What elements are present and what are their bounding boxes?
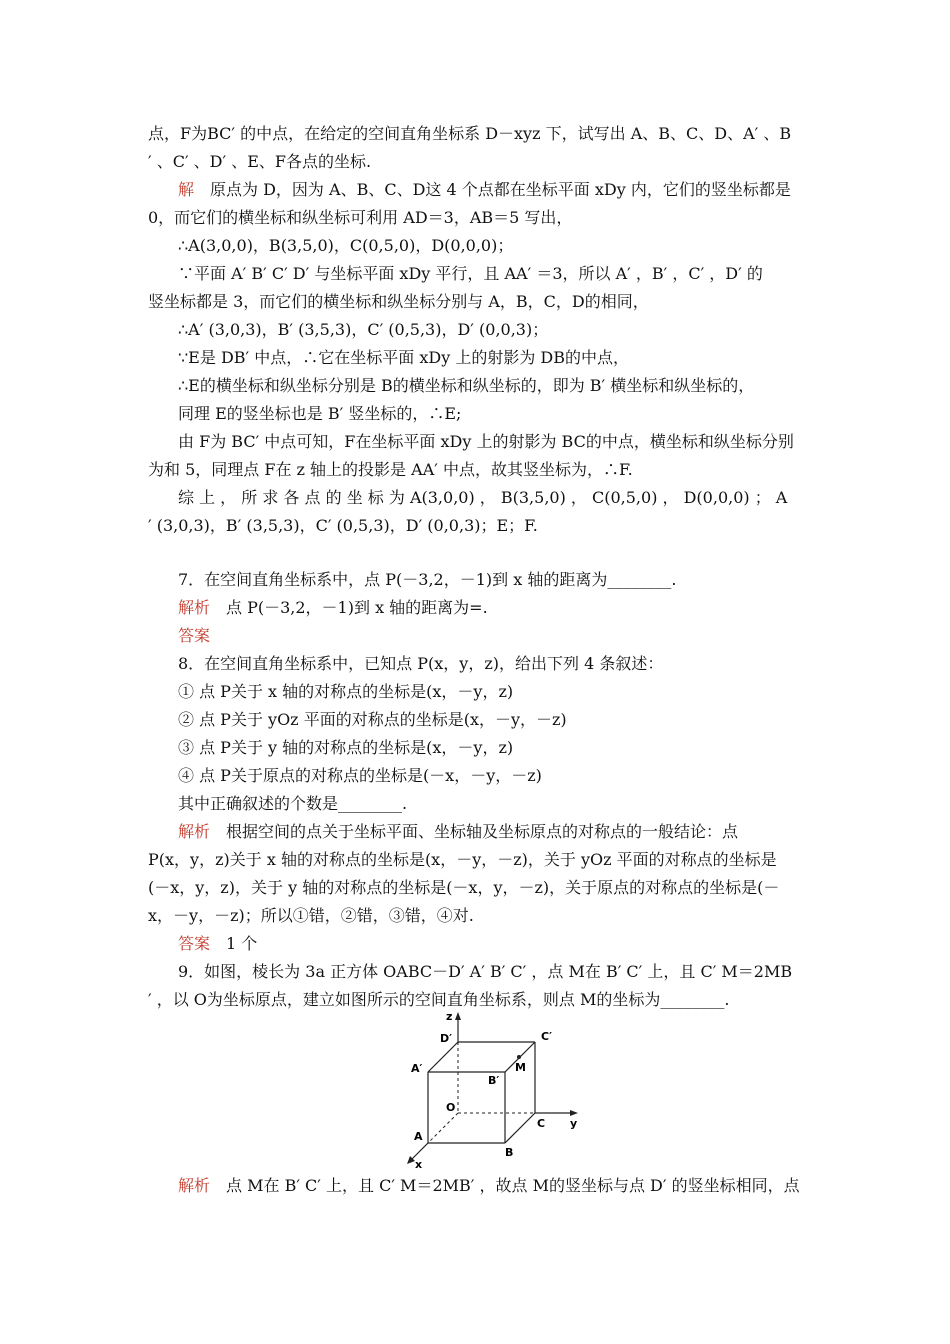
label-c1: C′ [541,1030,552,1043]
hidden-edge [428,1113,458,1143]
label-z: z [446,1010,453,1023]
edge [505,1113,535,1143]
label-o: O [446,1101,456,1114]
text-line: 0，而它们的横坐标和纵坐标可利用 AD＝3，AB＝5 写出， [148,208,573,227]
solution-line: 解 原点为 D，因为 A、B、C、D这 4 个点都在坐标平面 xDy 内，它们的竖坐标都是 [178,180,791,199]
question-8: 8．在空间直角坐标系中，已知点 P(x，y，z)，给出下列 4 条叙述： [178,654,664,673]
label-m: M [515,1061,526,1074]
answer-line: 答案 1 个 [178,934,258,953]
label-a1: A′ [411,1062,423,1075]
answer-label: 答案 [178,934,211,953]
analysis-label: 解析 [178,822,211,841]
edge [428,1042,458,1072]
text-line: x，－y，－z)；所以①错，②错，③错，④对. [148,906,474,925]
analysis-line: 解析 根据空间的点关于坐标平面、坐标轴及坐标原点的对称点的一般结论：点 [178,822,739,841]
y-arrow-icon [570,1110,578,1116]
text-line: ∴E的横坐标和纵坐标分别是 B的横坐标和纵坐标的，即为 B′ 横坐标和纵坐标的， [178,376,755,395]
label-x: x [415,1158,423,1170]
z-arrow-icon [455,1012,461,1020]
label-c: C [537,1117,546,1130]
option-4: ④ 点 P关于原点的对称点的坐标是(－x，－y，－z) [178,766,542,785]
question-9: 9．如图，棱长为 3a 正方体 OABC－D′ A′ B′ C′ ，点 M在 B′ C′ 上，且 C′ M＝2MB [178,962,793,981]
solution-label: 解 [178,180,195,199]
analysis-line: 解析 点 M在 B′ C′ 上，且 C′ M＝2MB′ ，故点 M的竖坐标与点 D′ 的竖坐标相同，点 [178,1176,800,1195]
text-line: ′ (3,0,3)，B′ (3,5,3)，C′ (0,5,3)，D′ (0,0,3)；E；F. [148,516,538,535]
option-2: ② 点 P关于 yOz 平面的对称点的坐标是(x，－y，－z) [178,710,567,729]
text-line: 点，F为BC′ 的中点，在给定的空间直角坐标系 D－xyz 下，试写出 A、B、C、D、A′ 、B [148,124,792,143]
analysis-label: 解析 [178,1176,211,1195]
text-line: ∴A′ (3,0,3)，B′ (3,5,3)，C′ (0,5,3)，D′ (0,0,3)； [178,320,549,339]
analysis-label: 解析 [178,598,211,617]
text-line: ∵E是 DB′ 中点，∴它在坐标平面 xDy 上的射影为 DB的中点， [178,348,629,367]
question-7: 7．在空间直角坐标系中，点 P(－3,2，－1)到 x 轴的距离为________. [178,570,677,589]
text-line: 综 上 ， 所 求 各 点 的 坐 标 为 A(3,0,0) ， B(3,5,0) ， C(0,5,0) ， D(0,0,0) ； A [178,488,788,507]
label-b1: B′ [488,1074,500,1087]
text-line: ′ ，以 O为坐标原点，建立如图所示的空间直角坐标系，则点 M的坐标为________. [148,990,730,1009]
answer-line [178,626,210,646]
text-line: 由 F为 BC′ 中点可知，F在坐标平面 xDy 上的射影为 BC的中点，横坐标和纵坐标分别 [178,432,794,451]
text-line: P(x，y，z)关于 x 轴的对称点的坐标是(x，－y，－z)，关于 yOz 平面的对称点的坐标是 [148,850,777,869]
label-a: A [414,1130,423,1143]
text-line: 同理 E的竖坐标也是 B′ 竖坐标的，∴E; [178,404,462,423]
label-d1: D′ [440,1032,453,1045]
text-line: (－x，y，z)，关于 y 轴的对称点的坐标是(－x，y，－z)，关于原点的对称点的坐标是(－ [148,878,780,897]
answer-label: 答案 [178,626,211,645]
label-y: y [570,1117,578,1130]
text-line: ∵平面 A′ B′ C′ D′ 与坐标平面 xDy 平行，且 AA′ ＝3，所以 A′ ，B′ ，C′ ，D′ 的 [178,264,763,283]
text-line: ′ 、C′ 、D′ 、E、F各点的坐标. [148,152,372,171]
text-line: 为和 5，同理点 F在 z 轴上的投影是 AA′ 中点，故其竖坐标为，∴F. [148,460,633,479]
point-m [517,1055,521,1059]
option-1: ① 点 P关于 x 轴的对称点的坐标是(x，－y，z) [178,682,514,701]
text-line: ∴A(3,0,0)，B(3,5,0)，C(0,5,0)，D(0,0,0)； [178,236,514,255]
analysis-line: 解析 点 P(－3,2，－1)到 x 轴的距离为=. [178,598,488,617]
text-line: 竖坐标都是 3，而它们的横坐标和纵坐标分别与 A，B，C，D的相同， [148,292,649,311]
option-3: ③ 点 P关于 y 轴的对称点的坐标是(x，－y，z) [178,738,514,757]
label-b: B [505,1146,514,1159]
text-line: 其中正确叙述的个数是________. [178,794,408,813]
cube-diagram [400,1010,600,1170]
